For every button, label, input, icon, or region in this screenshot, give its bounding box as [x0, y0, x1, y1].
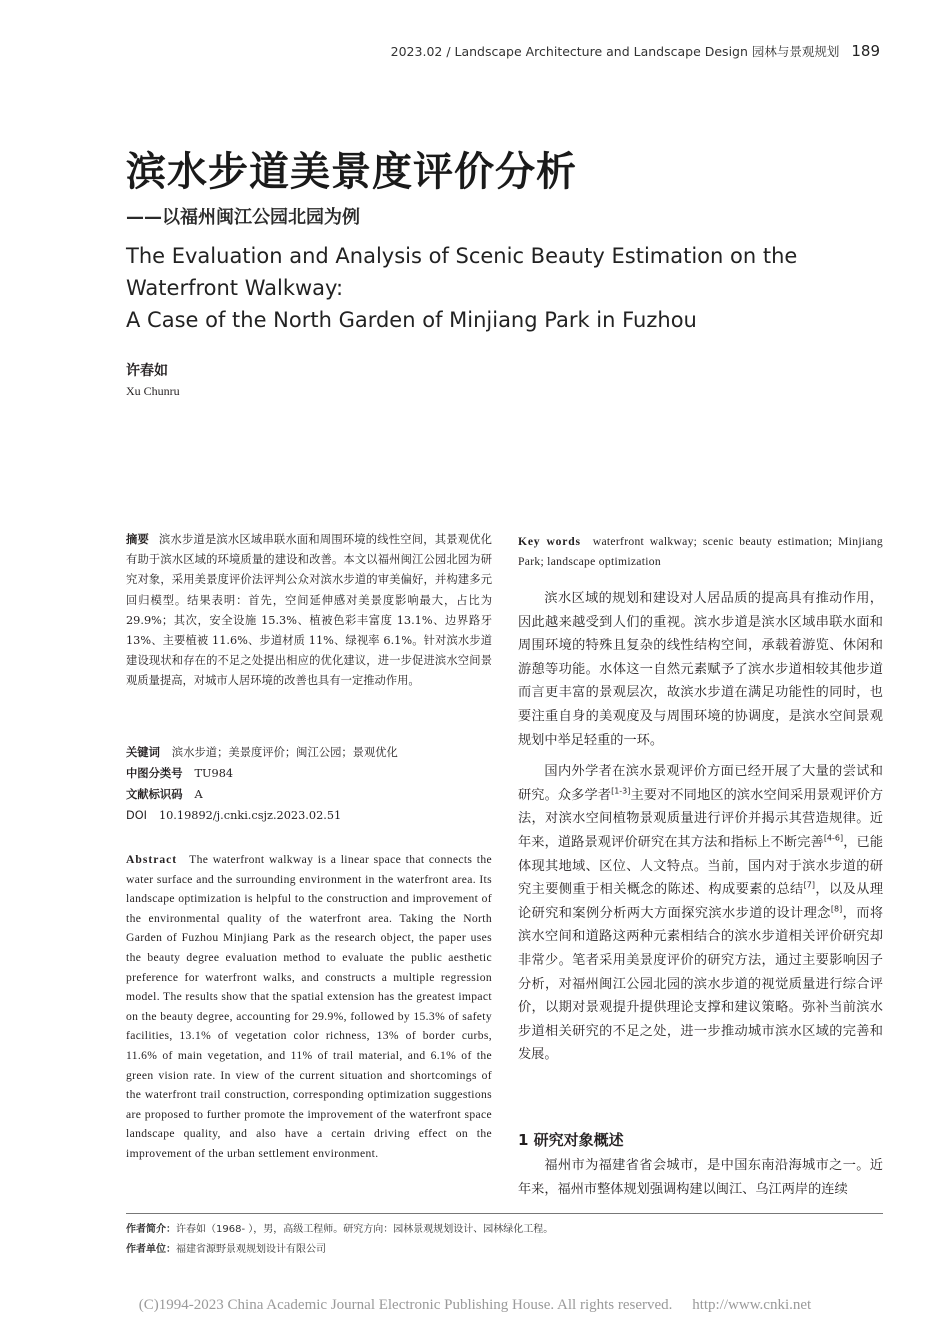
- abstract-cn-text: 滨水步道是滨水区域串联水面和周围环境的线性空间，其景观优化有助于滨水区域的环境质量的建设和改善。本文以福州闽江公园北园为研究对象，采用美景度评价法评判公众对滨水步道的审美偏好，并构建多元回归模型。结果表明：首先，空间延伸感对美景度影响最大，占比为 29.9%；其次，安全设施 15.3%、植被色彩丰富度 13.1%、边界路牙 13%、主要植被 11.6%、步道材质 11%、绿视率 6.1%。针对滨水步道建设现状和存在的不足之处提出相应的优化建议，进一步促进滨水空间景观质量提高，对城市人居环境的改善也具有一定推动作用。: [126, 533, 492, 688]
- keywords-en-text: waterfront walkway; scenic beauty estimation; Minjiang Park; landscape optimization: [518, 535, 883, 568]
- affiliation-label: 作者单位：: [126, 1244, 176, 1255]
- p2-text-d: ，以及从理论研究和案例分析两大方面探究滨水步道的设计理念: [518, 882, 884, 921]
- abstract-cn-label: 摘要: [126, 533, 149, 546]
- article-meta: [126, 742, 492, 826]
- title-en-line2: A Case of the North Garden of Minjiang Park in Fuzhou: [126, 308, 697, 332]
- title-en: [126, 240, 906, 336]
- title-cn: 滨水步道美景度评价分析: [126, 149, 577, 195]
- footnote-affiliation: [126, 1240, 326, 1255]
- subtitle-cn: ——以福州闽江公园北园为例: [126, 207, 360, 228]
- abstract-en-label: Abstract: [126, 853, 178, 866]
- body-paragraph-3: 福州市为福建省省会城市，是中国东南沿海城市之一。近年来，福州市整体规划强调构建以闽江、乌江两岸的连续: [518, 1158, 883, 1197]
- p2-text-e: ，而将滨水空间和道路这两种元素相结合的滨水步道相关评价研究却非常少。笔者采用美景度评价的研究方法，通过主要影响因子分析，对福州闽江公园北园的滨水步道的视觉质量进行综合评价，以期对景观提升提供理论支撑和建议策略。弥补当前滨水步道相关研究的不足之处，进一步推动城市滨水区域的完善和发展。: [518, 905, 884, 1063]
- footnote-author-intro: [126, 1220, 553, 1235]
- author-name-en: Xu Chunru: [126, 384, 180, 398]
- keywords-cn-label: 关键词: [126, 746, 160, 759]
- affiliation-text: 福建省源野景观规划设计有限公司: [176, 1244, 326, 1255]
- copyright-footer: [0, 1297, 950, 1314]
- keywords-cn-value: 滨水步道；美景度评价；闽江公园；景观优化: [171, 746, 398, 759]
- citation-ref[interactable]: [7]: [803, 880, 815, 890]
- cnki-url[interactable]: http://www.cnki.net: [692, 1297, 812, 1313]
- keywords-cn: [126, 742, 492, 763]
- abstract-cn: [126, 530, 492, 692]
- copyright-text: (C)1994-2023 China Academic Journal Electronic Publishing House. All rights reserved.: [138, 1297, 673, 1313]
- section-heading-1: 1 研究对象概述: [518, 1131, 624, 1149]
- page-number: 189: [851, 42, 880, 60]
- body-paragraph-2: [518, 760, 883, 1067]
- author-intro-label: 作者简介：: [126, 1224, 176, 1235]
- body-section-1: [518, 1154, 883, 1209]
- clc-number: [126, 763, 492, 784]
- abstract-en: [126, 850, 492, 1164]
- clc-value: TU984: [194, 767, 234, 780]
- author-name-cn: 许春如: [126, 363, 168, 379]
- doc-code-value: A: [194, 788, 203, 801]
- doc-code-label: 文献标识码: [126, 788, 183, 801]
- clc-label: 中图分类号: [126, 767, 183, 780]
- citation-ref[interactable]: [1-3]: [611, 786, 631, 796]
- citation-ref[interactable]: [8]: [830, 904, 843, 914]
- running-title: 2023.02 / Landscape Architecture and Landscape Design 园林与景观规划: [390, 44, 840, 59]
- keywords-en-label: Key words: [518, 535, 581, 548]
- p2-text-b: 主要对不同地区的滨水空间采用景观评价方法，对滨水空间植物景观质量进行评价并揭示其营造规律。近年来，道路景观评价研究在其方法和指标上不断完善: [518, 787, 884, 850]
- document-code: [126, 784, 492, 805]
- keywords-en: [518, 532, 883, 571]
- running-header: [391, 42, 880, 60]
- author-intro-text: 许春如（1968- ），男，高级工程师。研究方向：园林景观规划设计、园林绿化工程。: [176, 1224, 554, 1235]
- doi-value: 10.19892/j.cnki.csjz.2023.02.51: [158, 809, 342, 822]
- citation-ref[interactable]: [4-6]: [823, 833, 844, 843]
- abstract-en-text: The waterfront walkway is a linear space that connects the water surface and the surrounding environment in the waterfront area. Its landscape optimization is helpful to the construction and improvement of the environmental quality of the waterfront area. Taking the North Garden of Fuzhou Minjiang Park as the research object, the paper uses the beauty degree evaluation method to evaluate the public aesthetic preference for waterfront walks, and constructs a multiple regression model. The results show that the spatial extension has the greatest impact on the beauty degree, accounting for 29.9%, followed by 15.3% of safety facilities, 13.1% of vegetation color richness, 13% of border curbs, 11.6% of main vegetation, and 11% of trail material, and 6.1% of the green vision rate. In view of the current situation and shortcomings of the waterfront trail construction, corresponding optimization suggestions are proposed to further promote the improvement of the waterfront space landscape quality, and also have a certain driving effect on the improvement of the urban settlement environment.: [126, 853, 492, 1160]
- body-paragraph-1: 滨水区域的规划和建设对人居品质的提高具有推动作用，因此越来越受到人们的重视。滨水步道是滨水区域串联水面和周围环境的特殊且复杂的线性结构空间，承载着游览、休闲和游憩等功能。水体这一自然元素赋予了滨水步道相较其他步道而言更丰富的景观层次，故滨水步道在满足功能性的同时，也要注重自身的美观度及与周围环境的协调度，是滨水空间景观规划中举足轻重的一环。: [518, 591, 883, 748]
- footnote-divider: [126, 1213, 883, 1214]
- doi-label: DOI: [126, 809, 147, 822]
- doi: [126, 805, 492, 826]
- p2-text-a: 国内外学者在滨水景观评价方面已经开展了大量的尝试和研究。众多学者: [518, 764, 883, 803]
- title-en-line1: The Evaluation and Analysis of Scenic Beauty Estimation on the Waterfront Walkway:: [126, 244, 798, 300]
- body-intro: [518, 587, 883, 1075]
- p2-text-c: ，已能体现其地域、区位、人文特点。当前，国内对于滨水步道的研究主要侧重于相关概念的陈述、构成要素的总结: [518, 834, 884, 898]
